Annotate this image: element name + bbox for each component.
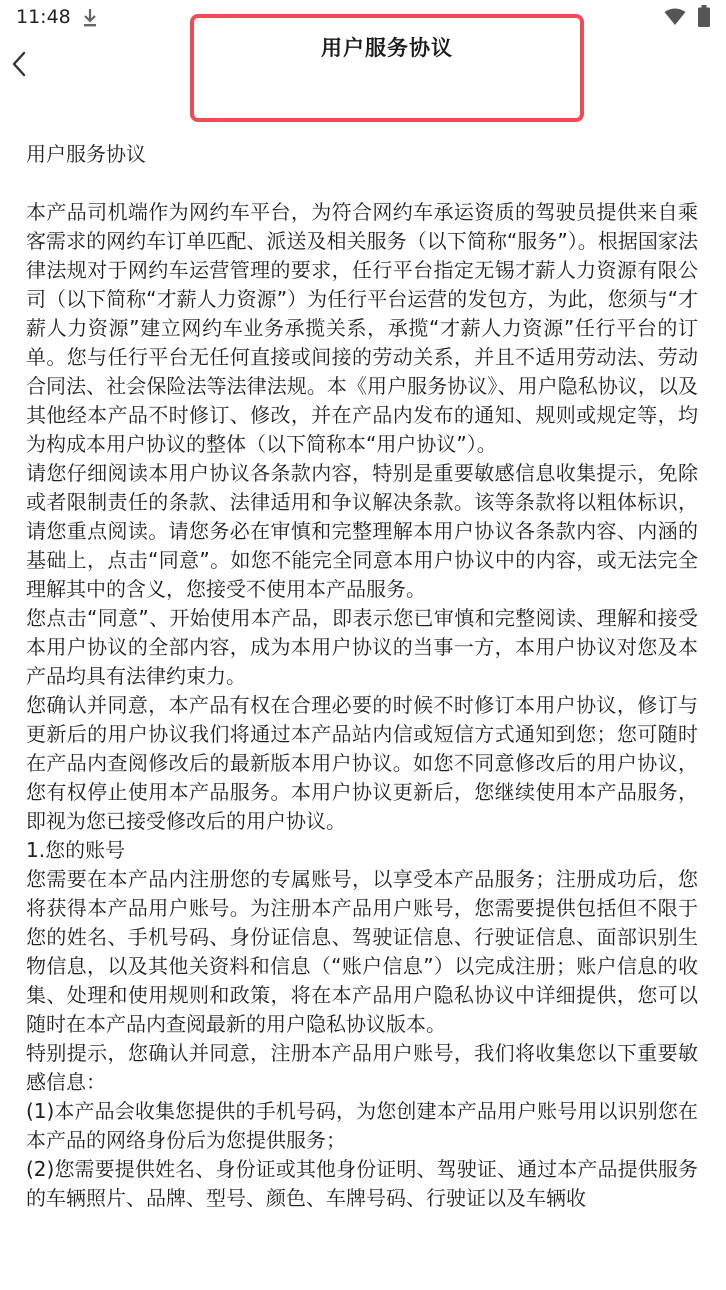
wifi-icon <box>664 8 686 26</box>
download-icon <box>82 8 98 28</box>
section-heading: 1.您的账号 <box>26 838 126 862</box>
page-title: 用户服务协议 <box>321 36 453 60</box>
battery-icon <box>698 5 710 27</box>
paragraph: (1)本产品会收集您提供的手机号码，为您创建本产品用户账号用以识别您在本产品的网络身份后为您提供服务； <box>26 1099 698 1152</box>
status-time: 11:48 <box>16 6 71 28</box>
chevron-left-icon <box>11 51 27 77</box>
paragraph: 特别提示，您确认并同意，注册本产品用户账号，我们将收集您以下重要敏感信息： <box>26 1041 698 1094</box>
paragraph: 您需要在本产品内注册您的专属账号，以享受本产品服务；注册成功后，您将获得本产品用户账号。为注册本产品用户账号，您需要提供包括但不限于您的姓名、手机号码、身份证信息、驾驶证信息、行驶证信息、面部识别生物信息，以及其他关资料和信息（“账户信息”）以完成注册；账户信息的收集、处理和使用规则和政策，将在本产品用户隐私协议中详细提供，您可以随时在本产品内查阅最新的用户隐私协议版本。 <box>26 867 698 1036</box>
back-button[interactable] <box>2 44 36 84</box>
paragraph: 请您仔细阅读本用户协议各条款内容，特别是重要敏感信息收集提示，免除或者限制责任的条款、法律适用和争议解决条款。该等条款将以粗体标识，请您重点阅读。请您务必在审慎和完整理解本用户协议各条款内容、内涵的基础上，点击“同意”。如您不能完全同意本用户协议中的内容，或无法完全理解其中的含义，您接受不使用本产品服务。 <box>26 461 698 601</box>
document-heading: 用户服务协议 <box>26 142 146 166</box>
paragraph: (2)您需要提供姓名、身份证或其他身份证明、驾驶证、通过本产品提供服务的车辆照片、品牌、型号、颜色、车牌号码、行驶证以及车辆收 <box>26 1157 698 1210</box>
title-highlight-box <box>190 14 584 122</box>
paragraph: 您点击“同意”、开始使用本产品，即表示您已审慎和完整阅读、理解和接受本用户协议的全部内容，成为本用户协议的当事一方，本用户协议对您及本产品均具有法律约束力。 <box>26 606 698 688</box>
paragraph: 本产品司机端作为网约车平台，为符合网约车承运资质的驾驶员提供来自乘客需求的网约车订单匹配、派送及相关服务（以下简称“服务”）。根据国家法律法规对于网约车运营管理的要求，任行平台指定无锡才薪人力资源有限公司（以下简称“才薪人力资源”）为任行平台运营的发包方，为此，您须与“才薪人力资源”建立网约车业务承揽关系，承揽“才薪人力资源”任行平台的订单。您与任行平台无任何直接或间接的劳动关系，并且不适用劳动法、劳动合同法、社会保险法等法律法规。本《用户服务协议》、用户隐私协议，以及其他经本产品不时修订、修改，并在产品内发布的通知、规则或规定等，均为构成本用户协议的整体（以下简称本“用户协议”）。 <box>26 200 698 456</box>
paragraph: 您确认并同意，本产品有权在合理必要的时候不时修订本用户协议，修订与更新后的用户协议我们将通过本产品站内信或短信方式通知到您；您可随时在产品内查阅修改后的最新版本用户协议。如您不同意修改后的用户协议，您有权停止使用本产品服务。本用户协议更新后，您继续使用本产品服务，即视为您已接受修改后的用户协议。 <box>26 693 698 833</box>
nav-bar <box>0 34 726 94</box>
agreement-content[interactable] <box>26 140 698 1213</box>
